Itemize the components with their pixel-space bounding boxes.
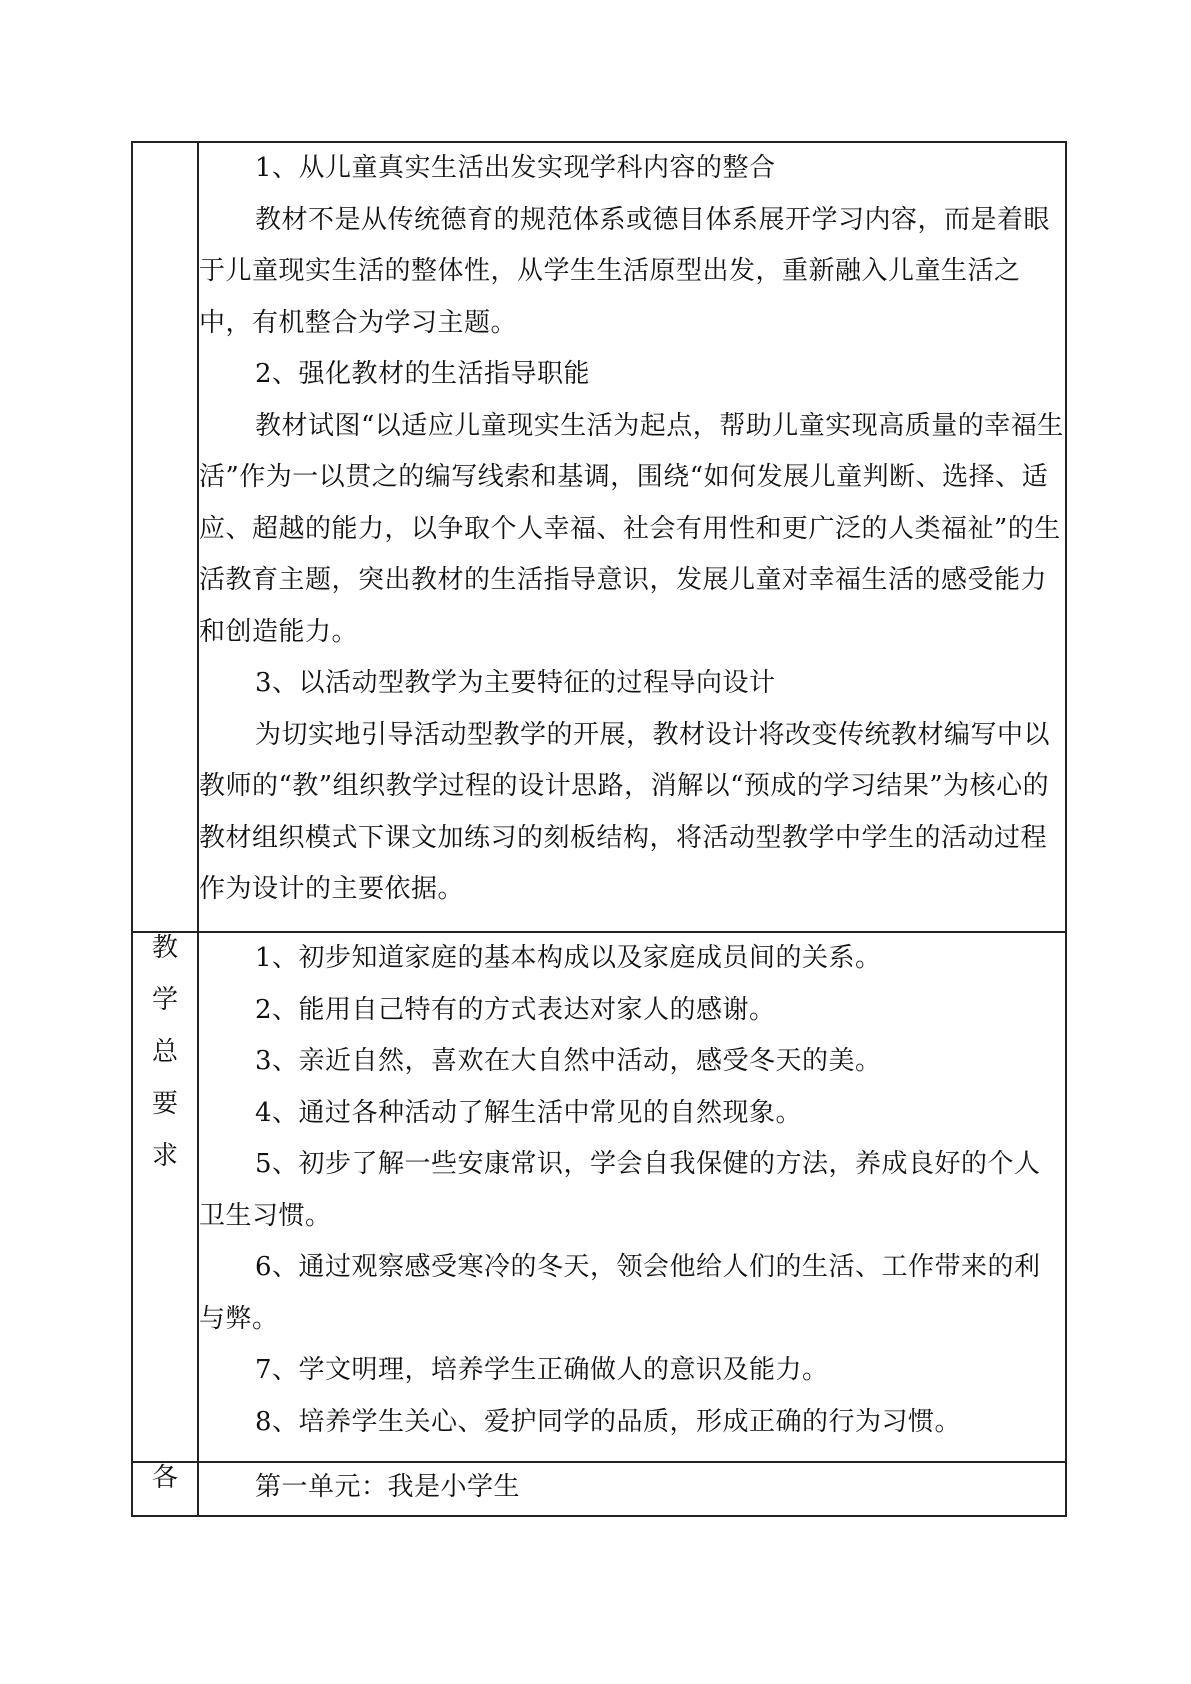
list-item: 6、通过观察感受寒冷的冬天，领会他给人们的生活、工作带来的利与弊。 — [199, 1252, 1041, 1334]
table-row-requirements — [132, 932, 1066, 1462]
paragraph: 3、以活动型教学为主要特征的过程导向设计 — [255, 668, 776, 698]
label-char: 要 — [151, 1089, 178, 1119]
units-content — [198, 1462, 1066, 1516]
label-char: 总 — [151, 1037, 178, 1067]
label-char: 求 — [151, 1141, 178, 1171]
row-label-requirements — [132, 932, 198, 1462]
list-item: 4、通过各种活动了解生活中常见的自然现象。 — [255, 1097, 803, 1128]
paragraph: 教材试图“以适应儿童现实生活为起点，帮助儿童实现高质量的幸福生活”作为一以贯之的编写线索和基调，围绕“如何发展儿童判断、选择、适应、超越的能力，以争取个人幸福、社会有用性和更广泛的人类福祉”的生活教育主题，突出教材的生活指导意识，发展儿童对幸福生活的感受能力和创造能力。 — [199, 410, 1064, 647]
features-content — [198, 142, 1066, 932]
table-row-units — [132, 1462, 1066, 1516]
list-item: 2、能用自己特有的方式表达对家人的感谢。 — [255, 994, 776, 1025]
list-item: 1、初步知道家庭的基本构成以及家庭成员间的关系。 — [255, 943, 882, 973]
paragraph: 1、从儿童真实生活出发实现学科内容的整合 — [255, 153, 776, 183]
row-label-features — [132, 142, 198, 932]
table-row-features — [132, 142, 1066, 932]
row-label-units — [132, 1462, 198, 1516]
paragraph: 教材不是从传统德育的规范体系或德目体系展开学习内容，而是着眼于儿童现实生活的整体性，从学生生活原型出发，重新融入儿童生活之中，有机整合为学习主题。 — [199, 204, 1051, 338]
requirements-content — [198, 932, 1066, 1462]
paragraph: 为切实地引导活动型教学的开展，教材设计将改变传统教材编写中以教师的“教”组织教学过程的设计思路，消解以“预成的学习结果”为核心的教材组织模式下课文加练习的刻板结构，将活动型教学中学生的活动过程作为设计的主要依据。 — [199, 719, 1051, 904]
unit-title: 第一单元：我是小学生 — [255, 1472, 521, 1502]
list-item: 8、培养学生关心、爱护同学的品质，形成正确的行为习惯。 — [255, 1406, 962, 1437]
label-char: 学 — [151, 985, 178, 1015]
label-char: 各 — [151, 1463, 178, 1493]
list-item: 3、亲近自然，喜欢在大自然中活动，感受冬天的美。 — [255, 1046, 882, 1076]
paragraph: 2、强化教材的生活指导职能 — [255, 359, 591, 389]
plan-table — [131, 141, 1067, 1517]
list-item: 5、初步了解一些安康常识，学会自我保健的方法，养成良好的个人卫生习惯。 — [199, 1149, 1041, 1231]
label-char: 教 — [151, 933, 178, 963]
list-item: 7、学文明理，培养学生正确做人的意识及能力。 — [255, 1355, 829, 1385]
